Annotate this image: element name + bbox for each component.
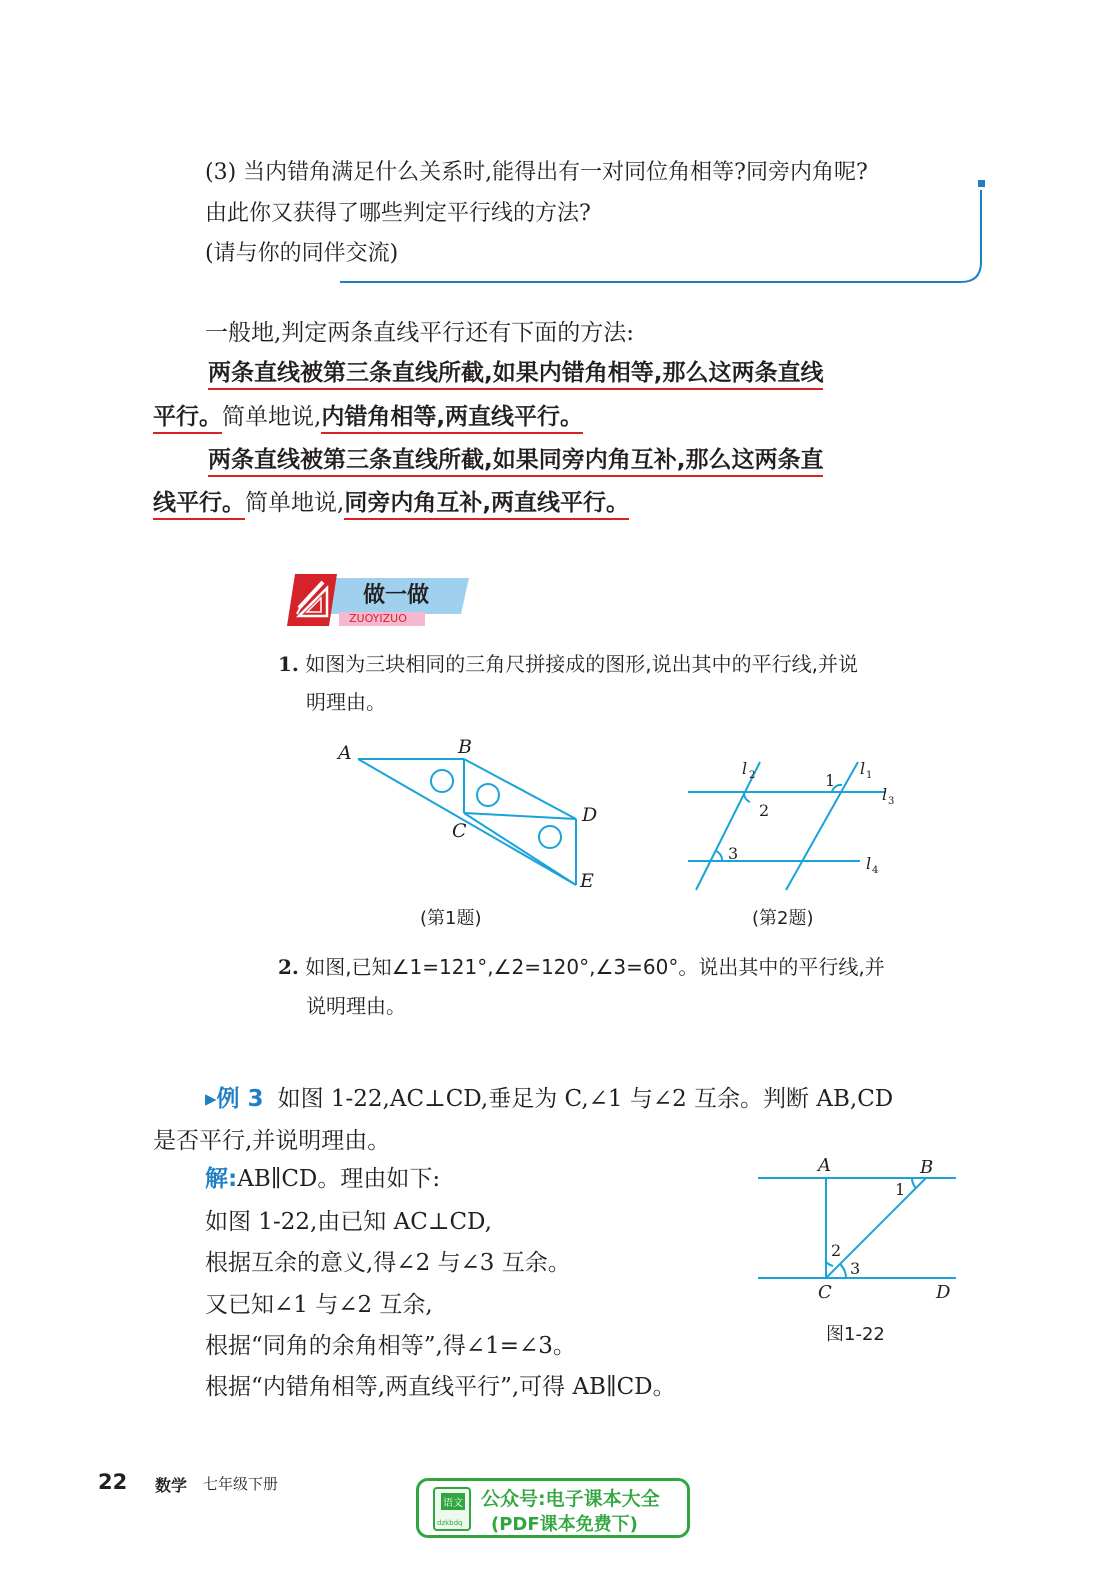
watermark-line-1: 公众号:电子课本大全 xyxy=(481,1488,660,1510)
solution-text-1: AB∥CD。理由如下: xyxy=(237,1166,441,1192)
rule1-simply: 简单地说, xyxy=(222,404,322,430)
fig1-label-c: C xyxy=(452,820,467,842)
exercise2-text: 如图,已知∠1=121°,∠2=120°,∠3=60°。说出其中的平行线,并 xyxy=(305,955,885,979)
fig3-angle-3: 3 xyxy=(850,1259,861,1278)
example-line1 xyxy=(205,1080,893,1113)
fig3-label-c: C xyxy=(818,1282,832,1303)
fig2-label-l3: l xyxy=(882,785,888,804)
example-line2: 是否平行,并说明理由。 xyxy=(153,1128,391,1154)
watermark-icon-sub: dzkbdq xyxy=(437,1519,463,1527)
solution-step-5: 根据“内错角相等,两直线平行”,可得 AB∥CD。 xyxy=(205,1374,676,1400)
fig3-label-a: A xyxy=(818,1155,831,1176)
fig2-label-l3-sub: 3 xyxy=(888,796,895,807)
figure2-caption: (第2题) xyxy=(752,908,814,929)
exercise1-line1 xyxy=(278,648,858,677)
fig2-label-l1-sub: 1 xyxy=(866,770,873,781)
footer-grade: 七年级下册 xyxy=(203,1475,279,1493)
banner-title: 做一做 xyxy=(363,583,430,608)
solution-step-3: 又已知∠1 与∠2 互余, xyxy=(205,1292,433,1318)
fig2-angle-2: 2 xyxy=(759,801,770,820)
fig2-label-l1: l xyxy=(860,759,866,778)
example-text-1: 如图 1-22,AC⊥CD,垂足为 C,∠1 与∠2 互余。判断 AB,CD xyxy=(277,1086,894,1112)
rule1-part2: 平行。 xyxy=(153,404,222,434)
fig2-angle-3: 3 xyxy=(728,844,739,863)
footer-subject: 数学 xyxy=(155,1476,188,1495)
fig2-label-l2: l xyxy=(742,759,748,778)
watermark-icon-text: 语文 xyxy=(441,1493,465,1510)
figure-1-22 xyxy=(750,1150,970,1310)
figure1-triangles xyxy=(330,735,630,895)
rule2-line1 xyxy=(208,441,823,474)
fig3-label-d: D xyxy=(936,1282,951,1303)
rule2-line2 xyxy=(153,484,629,517)
fig3-angle-2: 2 xyxy=(831,1241,842,1260)
fig2-angle-1: 1 xyxy=(825,771,836,790)
rule1-line2 xyxy=(153,398,583,431)
figure1-caption: (第1题) xyxy=(420,908,482,929)
intro-text: 一般地,判定两条直线平行还有下面的方法: xyxy=(205,320,635,346)
question-line-1: (3) 当内错角满足什么关系时,能得出有一对同位角相等?同旁内角呢? xyxy=(205,160,868,185)
fig1-label-d: D xyxy=(582,804,598,826)
rule2-part2: 线平行。 xyxy=(153,490,245,520)
watermark-badge xyxy=(416,1478,690,1538)
fig1-label-e: E xyxy=(580,870,594,892)
solution-step-4: 根据“同角的余角相等”,得∠1=∠3。 xyxy=(205,1333,576,1359)
exercise2-number: 2. xyxy=(278,955,299,979)
fig2-label-l4-sub: 4 xyxy=(872,865,879,876)
watermark-line-2: (PDF课本免费下) xyxy=(491,1514,638,1535)
figure-1-22-caption: 图1-22 xyxy=(826,1324,885,1345)
exercise1-line2: 明理由。 xyxy=(306,690,386,714)
exercise2-line2: 说明理由。 xyxy=(306,994,406,1018)
ruler-pencil-icon xyxy=(293,578,333,622)
figure2-lines xyxy=(680,752,920,902)
rule2-part1: 两条直线被第三条直线所截,如果同旁内角互补,那么这两条直 xyxy=(208,447,823,477)
rule1-line1 xyxy=(208,354,823,387)
question-line-2: 由此你又获得了哪些判定平行线的方法? xyxy=(205,201,591,226)
zuoyizuo-banner xyxy=(283,572,473,628)
watermark-book-icon xyxy=(433,1487,471,1531)
exercise1-number: 1. xyxy=(278,652,299,676)
fig3-label-b: B xyxy=(920,1157,934,1178)
question-line-3: (请与你的同伴交流) xyxy=(205,241,399,266)
exercise2-line1 xyxy=(278,951,885,980)
question-box xyxy=(0,0,1110,300)
rule2-summary: 同旁内角互补,两直线平行。 xyxy=(344,490,629,520)
fig1-label-b: B xyxy=(458,736,472,758)
question-bracket xyxy=(0,0,1110,300)
solution-step-2: 根据互余的意义,得∠2 与∠3 互余。 xyxy=(205,1250,571,1276)
solution-label: 解: xyxy=(205,1166,238,1192)
solution-step-1: 如图 1-22,由已知 AC⊥CD, xyxy=(205,1209,492,1235)
fig3-angle-1: 1 xyxy=(895,1180,906,1199)
fig2-label-l2-sub: 2 xyxy=(749,770,756,781)
example-marker: ▸例 3 xyxy=(205,1086,264,1112)
exercise1-text: 如图为三块相同的三角尺拼接成的图形,说出其中的平行线,并说 xyxy=(305,652,858,676)
solution-line1 xyxy=(205,1160,440,1193)
rule1-part1: 两条直线被第三条直线所截,如果内错角相等,那么这两条直线 xyxy=(208,360,823,390)
fig1-label-a: A xyxy=(338,742,352,764)
fig2-label-l4: l xyxy=(866,854,872,873)
rule1-summary: 内错角相等,两直线平行。 xyxy=(321,404,583,434)
page-number: 22 xyxy=(98,1470,128,1494)
banner-subtitle: ZUOYIZUO xyxy=(349,612,407,625)
rule2-simply: 简单地说, xyxy=(245,490,345,516)
